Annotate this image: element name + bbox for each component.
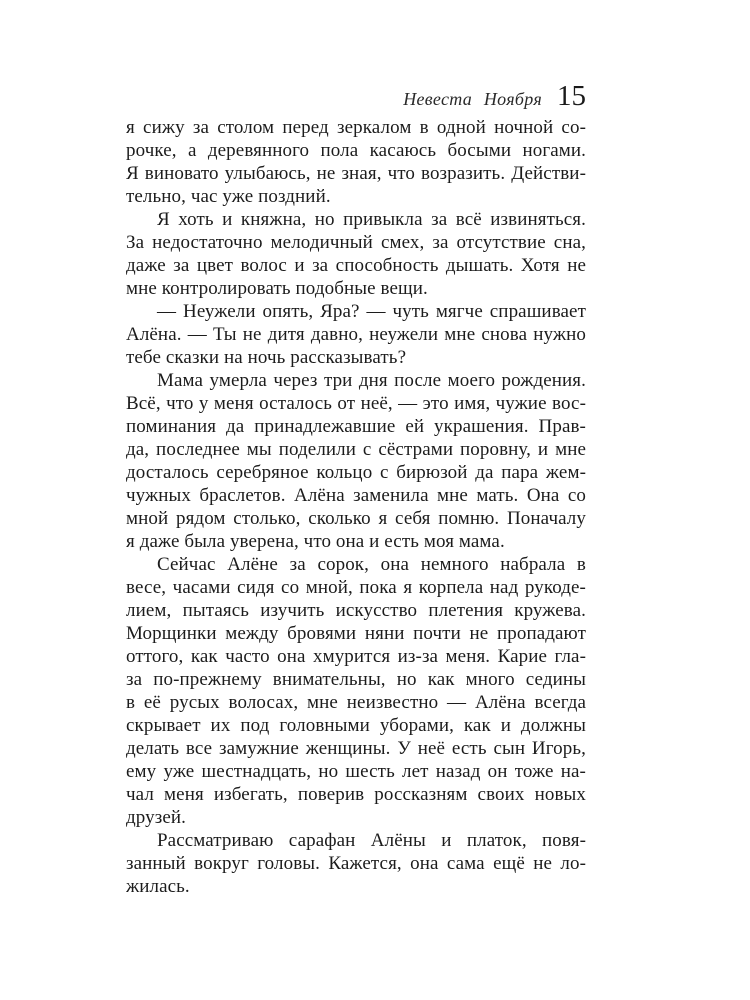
text-line: ему уже шестнадцать, но шесть лет назад он тоже на- xyxy=(126,761,586,782)
text-line: чал меня избегать, поверив россказням своих новых xyxy=(126,784,586,805)
page-number: 15 xyxy=(557,80,586,112)
text-line: занный вокруг головы. Кажется, она сама ещё не ло- xyxy=(126,853,586,874)
text-line: Алёна. — Ты не дитя давно, неужели мне снова нужно xyxy=(126,324,586,345)
text-line: друзей. xyxy=(126,807,186,828)
text-line: я даже была уверена, что она и есть моя мама. xyxy=(126,531,505,552)
text-line: весе, часами сидя со мной, пока я корпела над рукоде- xyxy=(126,577,586,598)
running-header xyxy=(126,80,586,113)
text-line: я сижу за столом перед зеркалом в одной ночной со- xyxy=(126,117,586,138)
text-line: тебе сказки на ночь рассказывать? xyxy=(126,347,407,368)
paragraph xyxy=(126,369,586,553)
paragraph xyxy=(126,116,586,208)
text-line: досталось серебряное кольцо с бирюзой да пара жем- xyxy=(126,462,586,483)
text-line: за по-прежнему внимательны, но как много седины xyxy=(126,669,586,690)
text-line: скрывает их под головными уборами, как и должны xyxy=(126,715,586,736)
paragraph xyxy=(126,208,586,300)
text-line: — Неужели опять, Яра? — чуть мягче спрашивает xyxy=(157,301,586,322)
running-title: Невеста Ноября xyxy=(403,89,542,109)
text-line: тельно, час уже поздний. xyxy=(126,186,331,207)
paragraph xyxy=(126,553,586,829)
text-line: Всё, что у меня осталось от неё, — это имя, чужие вос- xyxy=(126,393,586,414)
text-line: лием, пытаясь изучить искусство плетения кружева. xyxy=(126,600,586,621)
text-line: Морщинки между бровями няни почти не пропадают xyxy=(126,623,586,644)
text-line: Я хоть и княжна, но привыкла за всё извиняться. xyxy=(157,209,586,230)
text-line: рочке, а деревянного пола касаюсь босыми ногами. xyxy=(126,140,586,161)
text-line: даже за цвет волос и за способность дышать. Хотя не xyxy=(126,255,586,276)
text-line: жилась. xyxy=(126,876,190,897)
text-line: поминания да принадлежавшие ей украшения. Прав- xyxy=(126,416,586,437)
text-line: мной рядом столько, сколько я себя помню. Поначалу xyxy=(126,508,586,529)
text-line: Сейчас Алёне за сорок, она немного набрала в xyxy=(157,554,586,575)
text-line: оттого, как часто она хмурится из-за меня. Карие гла- xyxy=(126,646,586,667)
text-line: Рассматриваю сарафан Алёны и платок, повя- xyxy=(157,830,586,851)
paragraph xyxy=(126,300,586,369)
text-line: делать все замужние женщины. У неё есть сын Игорь, xyxy=(126,738,586,759)
text-line: чужных браслетов. Алёна заменила мне мать. Она со xyxy=(126,485,586,506)
page-body xyxy=(126,116,586,898)
text-line: Мама умерла через три дня после моего рождения. xyxy=(157,370,586,391)
text-line: Я виновато улыбаюсь, не зная, что возразить. Действи- xyxy=(126,163,586,184)
text-line: в её русых волосах, мне неизвестно — Алёна всегда xyxy=(126,692,586,713)
text-line: За недостаточно мелодичный смех, за отсутствие сна, xyxy=(126,232,586,253)
text-line: мне контролировать подобные вещи. xyxy=(126,278,428,299)
text-line: да, последнее мы поделили с сёстрами поровну, и мне xyxy=(126,439,586,460)
paragraph xyxy=(126,829,586,898)
